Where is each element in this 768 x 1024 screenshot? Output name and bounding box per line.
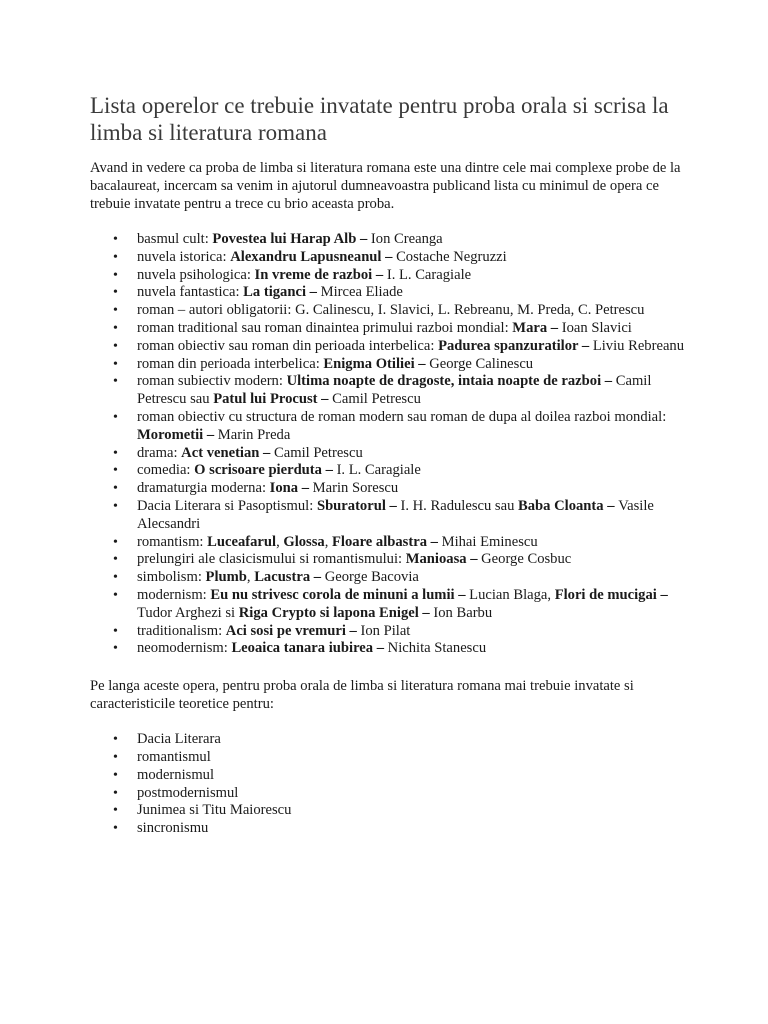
work-list-item xyxy=(90,320,688,338)
topic-list-item: • modernismul xyxy=(90,767,688,785)
work-list-item xyxy=(90,569,688,587)
work-title: Floare albastra xyxy=(332,533,427,550)
work-list-item xyxy=(90,445,688,463)
work-title: – xyxy=(603,497,619,514)
work-list-item xyxy=(90,231,688,249)
theory-paragraph: Pe langa aceste opera, pentru proba orala de limba si literatura romana mai trebuie invatate si caracteristicile teoretice pentru: xyxy=(90,678,634,713)
work-title: Morometii xyxy=(137,426,204,443)
work-text: Ion Barbu xyxy=(433,604,493,621)
work-text: Marin Preda xyxy=(217,426,291,443)
work-text: neomodernism: xyxy=(137,640,232,657)
topics-list xyxy=(90,731,688,838)
work-title: – xyxy=(356,231,371,247)
work-text: George Calinescu xyxy=(429,355,534,372)
work-text: dramaturgia moderna: xyxy=(137,480,270,497)
work-list-item xyxy=(90,623,688,641)
work-title: – xyxy=(203,426,218,443)
work-text: , xyxy=(324,533,333,550)
work-title: La tiganci xyxy=(243,284,307,301)
work-title: – xyxy=(298,480,313,497)
work-text: nuvela fantastica: xyxy=(137,284,244,301)
work-title: – xyxy=(381,248,397,265)
work-text: Tudor Arghezi si xyxy=(137,604,239,621)
work-text: , xyxy=(276,533,284,550)
work-title: – xyxy=(418,604,434,621)
work-title: Mara xyxy=(512,319,548,336)
work-text: Mihai Eminescu xyxy=(441,533,538,550)
work-title: – xyxy=(547,319,562,336)
work-text: modernism: xyxy=(137,586,211,603)
work-title: Lacustra xyxy=(254,569,311,586)
work-text: traditionalism: xyxy=(137,622,226,639)
work-text: George Bacovia xyxy=(324,569,419,586)
topic-list-item: • Junimea si Titu Maiorescu xyxy=(90,802,688,820)
work-text: Camil Petrescu sau xyxy=(137,373,652,408)
work-title: Padurea spanzuratilor xyxy=(438,337,579,354)
work-list-item xyxy=(90,302,688,320)
work-title: O scrisoare pierduta xyxy=(194,462,322,479)
work-text: roman – autori obligatorii: G. Calinescu, I. Slavici, L. Rebreanu, M. Preda, C. Petrescu xyxy=(137,302,645,319)
work-title: Luceafarul xyxy=(207,533,277,550)
work-text: I. L. Caragiale xyxy=(336,462,421,479)
work-title: Alexandru Lapusneanul xyxy=(230,248,382,265)
work-title: – xyxy=(454,586,470,603)
work-list-item xyxy=(90,356,688,374)
work-title: – xyxy=(321,462,337,479)
topic-list-item: • romantismul xyxy=(90,749,688,767)
work-title: – xyxy=(414,355,430,372)
work-text: Liviu Rebreanu xyxy=(592,337,685,354)
work-title: – xyxy=(466,551,482,568)
work-list-item xyxy=(90,551,688,569)
work-list-item xyxy=(90,462,688,480)
work-list-item xyxy=(90,587,688,623)
work-title: – xyxy=(578,337,593,354)
work-list-item xyxy=(90,338,688,356)
work-title: Ultima noapte de dragoste, intaia noapte de razboi xyxy=(286,373,602,390)
topic-list-item: • sincronismu xyxy=(90,820,688,838)
work-text: Lucian Blaga, xyxy=(469,586,555,603)
work-title: Patul lui Procust xyxy=(213,391,318,408)
work-title: Riga Crypto si lapona Enigel xyxy=(238,604,419,621)
work-text: romantism: xyxy=(137,533,208,550)
work-title: – xyxy=(427,533,442,550)
work-text: drama: xyxy=(137,444,182,461)
works-list xyxy=(90,231,688,658)
work-title: Baba Cloanta xyxy=(518,497,604,514)
work-text: Camil Petrescu xyxy=(274,444,363,461)
work-text: basmul cult: xyxy=(137,231,213,247)
work-list-item xyxy=(90,480,688,498)
topic-list-item: • postmodernismul xyxy=(90,785,688,803)
work-title: In vreme de razboi xyxy=(254,266,373,283)
work-title: Iona xyxy=(269,480,299,497)
work-list-item xyxy=(90,534,688,552)
work-text: Vasile Alecsandri xyxy=(137,497,654,532)
work-title: – xyxy=(601,373,616,390)
work-text: roman subiectiv modern: xyxy=(137,373,287,390)
topic-list-item: • Dacia Literara xyxy=(90,731,688,749)
work-text: Mircea Eliade xyxy=(320,284,403,301)
work-list-item xyxy=(90,409,688,445)
work-title: Sburatorul xyxy=(316,497,386,514)
work-title: Glossa xyxy=(283,533,325,550)
work-text: I. L. Caragiale xyxy=(386,266,472,283)
work-text: Ion Creanga xyxy=(370,231,443,247)
work-title: Leoaica tanara iubirea xyxy=(231,640,374,657)
work-title: Enigma Otiliei xyxy=(323,355,415,372)
work-text: comedia: xyxy=(137,462,195,479)
work-title: – xyxy=(310,569,325,586)
work-text: roman traditional sau roman dinaintea primului razboi mondial: xyxy=(137,319,513,336)
work-title: – xyxy=(372,266,387,283)
work-title: Plumb xyxy=(205,569,247,586)
work-text: Ion Pilat xyxy=(360,622,411,639)
work-list-item xyxy=(90,284,688,302)
work-list-item xyxy=(90,640,688,658)
intro-paragraph: Avand in vedere ca proba de limba si literatura romana este una dintre cele mai complexe probe de la bacalaureat, incercam sa venim in ajutorul dumneavoastra publicand lista cu minimul de opera ce trebuie invatate pentru a trece cu brio aceasta proba. xyxy=(90,160,681,212)
work-text: roman obiectiv sau roman din perioada interbelica: xyxy=(137,337,439,354)
work-title: – xyxy=(345,622,361,639)
work-text: prelungiri ale clasicismului si romantismului: xyxy=(137,551,406,568)
work-text: simbolism: xyxy=(137,569,206,586)
work-list-item xyxy=(90,498,688,534)
work-text: nuvela istorica: xyxy=(137,248,231,265)
work-text: Marin Sorescu xyxy=(312,480,399,497)
page-title: Lista operelor ce trebuie invatate pentru proba orala si scrisa la limba si literatura romana xyxy=(90,93,669,145)
work-text: Dacia Literara si Pasoptismul: xyxy=(137,497,317,514)
work-title: – xyxy=(259,444,274,461)
work-text: Nichita Stanescu xyxy=(387,640,487,657)
work-title: Manioasa xyxy=(405,551,467,568)
work-text: Ioan Slavici xyxy=(561,319,632,336)
work-text: roman obiectiv cu structura de roman modern sau roman de dupa al doilea razboi mondial: xyxy=(137,408,667,425)
work-title: Eu nu strivesc corola de minuni a lumii xyxy=(210,586,455,603)
work-list-item xyxy=(90,249,688,267)
work-list-item xyxy=(90,373,688,409)
work-text: Camil Petrescu xyxy=(332,391,421,408)
work-text: George Cosbuc xyxy=(481,551,572,568)
work-title: – xyxy=(306,284,321,301)
work-text: , xyxy=(246,569,255,586)
work-title: Aci sosi pe vremuri xyxy=(225,622,346,639)
work-title: Povestea lui Harap Alb xyxy=(212,231,357,247)
work-title: Act venetian xyxy=(181,444,260,461)
work-title: – xyxy=(317,391,333,408)
work-text: Costache Negruzzi xyxy=(396,248,507,265)
work-text: I. H. Radulescu sau xyxy=(400,497,519,514)
work-text: roman din perioada interbelica: xyxy=(137,355,324,372)
work-title: – xyxy=(373,640,388,657)
work-text: nuvela psihologica: xyxy=(137,266,255,283)
work-list-item xyxy=(90,267,688,285)
work-title: – xyxy=(656,586,668,603)
work-title: – xyxy=(385,497,401,514)
work-title: Flori de mucigai xyxy=(554,586,657,603)
